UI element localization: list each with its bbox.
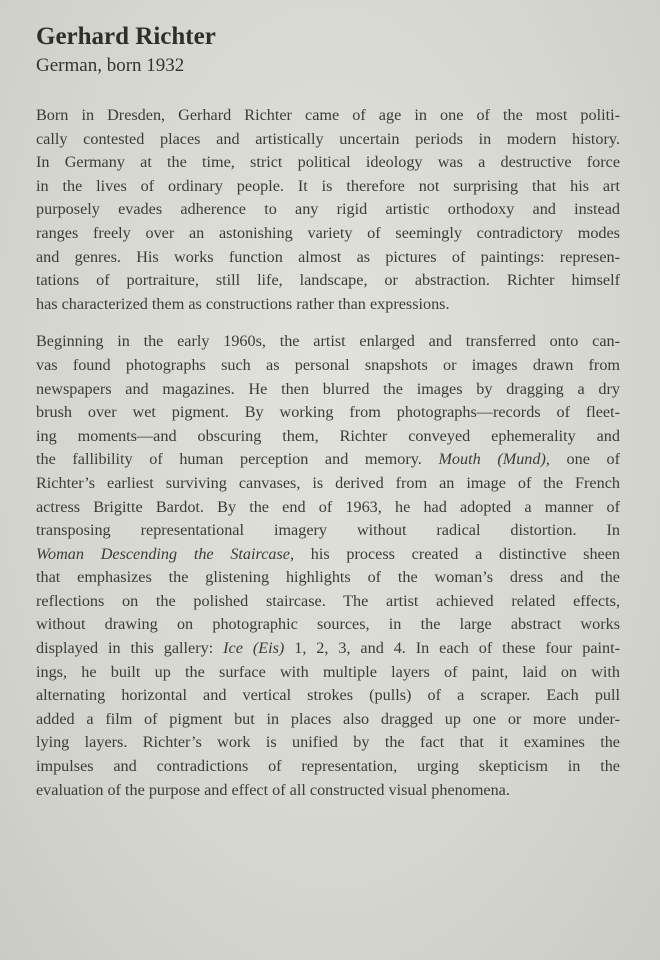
paragraph-biography — [36, 104, 620, 316]
text-line: that emphasizes the glistening highlights of the woman’s dress and the — [36, 568, 620, 587]
text-line: ings, he built up the surface with multiple layers of paint, laid on with — [36, 662, 620, 681]
text-line: cally contested places and artistically uncertain periods in modern history. — [36, 129, 620, 148]
text-line: displayed in this gallery: Ice (Eis) 1, 2, 3, and 4. In each of these four paint- — [36, 639, 620, 658]
text-line: reflections on the polished staircase. The artist achieved related effects, — [36, 591, 620, 610]
text-line: brush over wet pigment. By working from photographs—records of fleet- — [36, 403, 620, 422]
text-line: has characterized them as constructions rather than expressions. — [36, 294, 450, 313]
artwork-title: Woman Descending the Staircase — [36, 544, 290, 563]
artwork-title: Mouth (Mund) — [438, 450, 546, 469]
text-line: Born in Dresden, Gerhard Richter came of age in one of the most politi- — [36, 106, 620, 124]
text-line: actress Brigitte Bardot. By the end of 1963, he had adopted a manner of — [36, 497, 620, 516]
text-line: purposely evades adherence to any rigid artistic orthodoxy and instead — [36, 200, 620, 219]
text-line: ranges freely over an astonishing variety of seemingly contradictory modes — [36, 223, 620, 242]
text-line: lying layers. Richter’s work is unified by the fact that it examines the — [36, 733, 620, 752]
text-line: ing moments—and obscuring them, Richter conveyed ephemerality and — [36, 426, 620, 445]
text-line: Beginning in the early 1960s, the artist enlarged and transferred onto can- — [36, 332, 620, 351]
text-line: transposing representational imagery without radical distortion. In — [36, 521, 620, 540]
text-line: added a film of pigment but in places also dragged up one or more under- — [36, 709, 620, 728]
artist-nationality-dates: German, born 1932 — [36, 55, 185, 76]
text-line: Richter’s earliest surviving canvases, is derived from an image of the French — [36, 473, 620, 492]
text-line: impulses and contradictions of representation, urging skepticism in the — [36, 757, 620, 776]
text-line: newspapers and magazines. He then blurred the images by dragging a dry — [36, 379, 620, 398]
artwork-title: Ice (Eis) — [223, 639, 285, 658]
text-line: the fallibility of human perception and memory. Mouth (Mund), one of — [36, 450, 620, 469]
text-line: in the lives of ordinary people. It is therefore not surprising that his art — [36, 176, 620, 195]
text-line: tations of portraiture, still life, landscape, or abstraction. Richter himself — [36, 271, 620, 290]
text-line: without drawing on photographic sources, in the large abstract works — [36, 615, 620, 634]
paragraph-works — [36, 330, 620, 802]
artist-name: Gerhard Richter — [36, 23, 216, 50]
label-body-text — [36, 104, 620, 802]
text-line: and genres. His works function almost as pictures of paintings: represen- — [36, 247, 620, 266]
text-line: vas found photographs such as personal snapshots or images drawn from — [36, 355, 620, 374]
text-line: In Germany at the time, strict political ideology was a destructive force — [36, 153, 620, 172]
text-line: Woman Descending the Staircase, his process created a distinctive sheen — [36, 544, 620, 563]
text-line: alternating horizontal and vertical strokes (pulls) of a scraper. Each pull — [36, 686, 620, 705]
text-line: evaluation of the purpose and effect of all constructed visual phenomena. — [36, 780, 510, 799]
